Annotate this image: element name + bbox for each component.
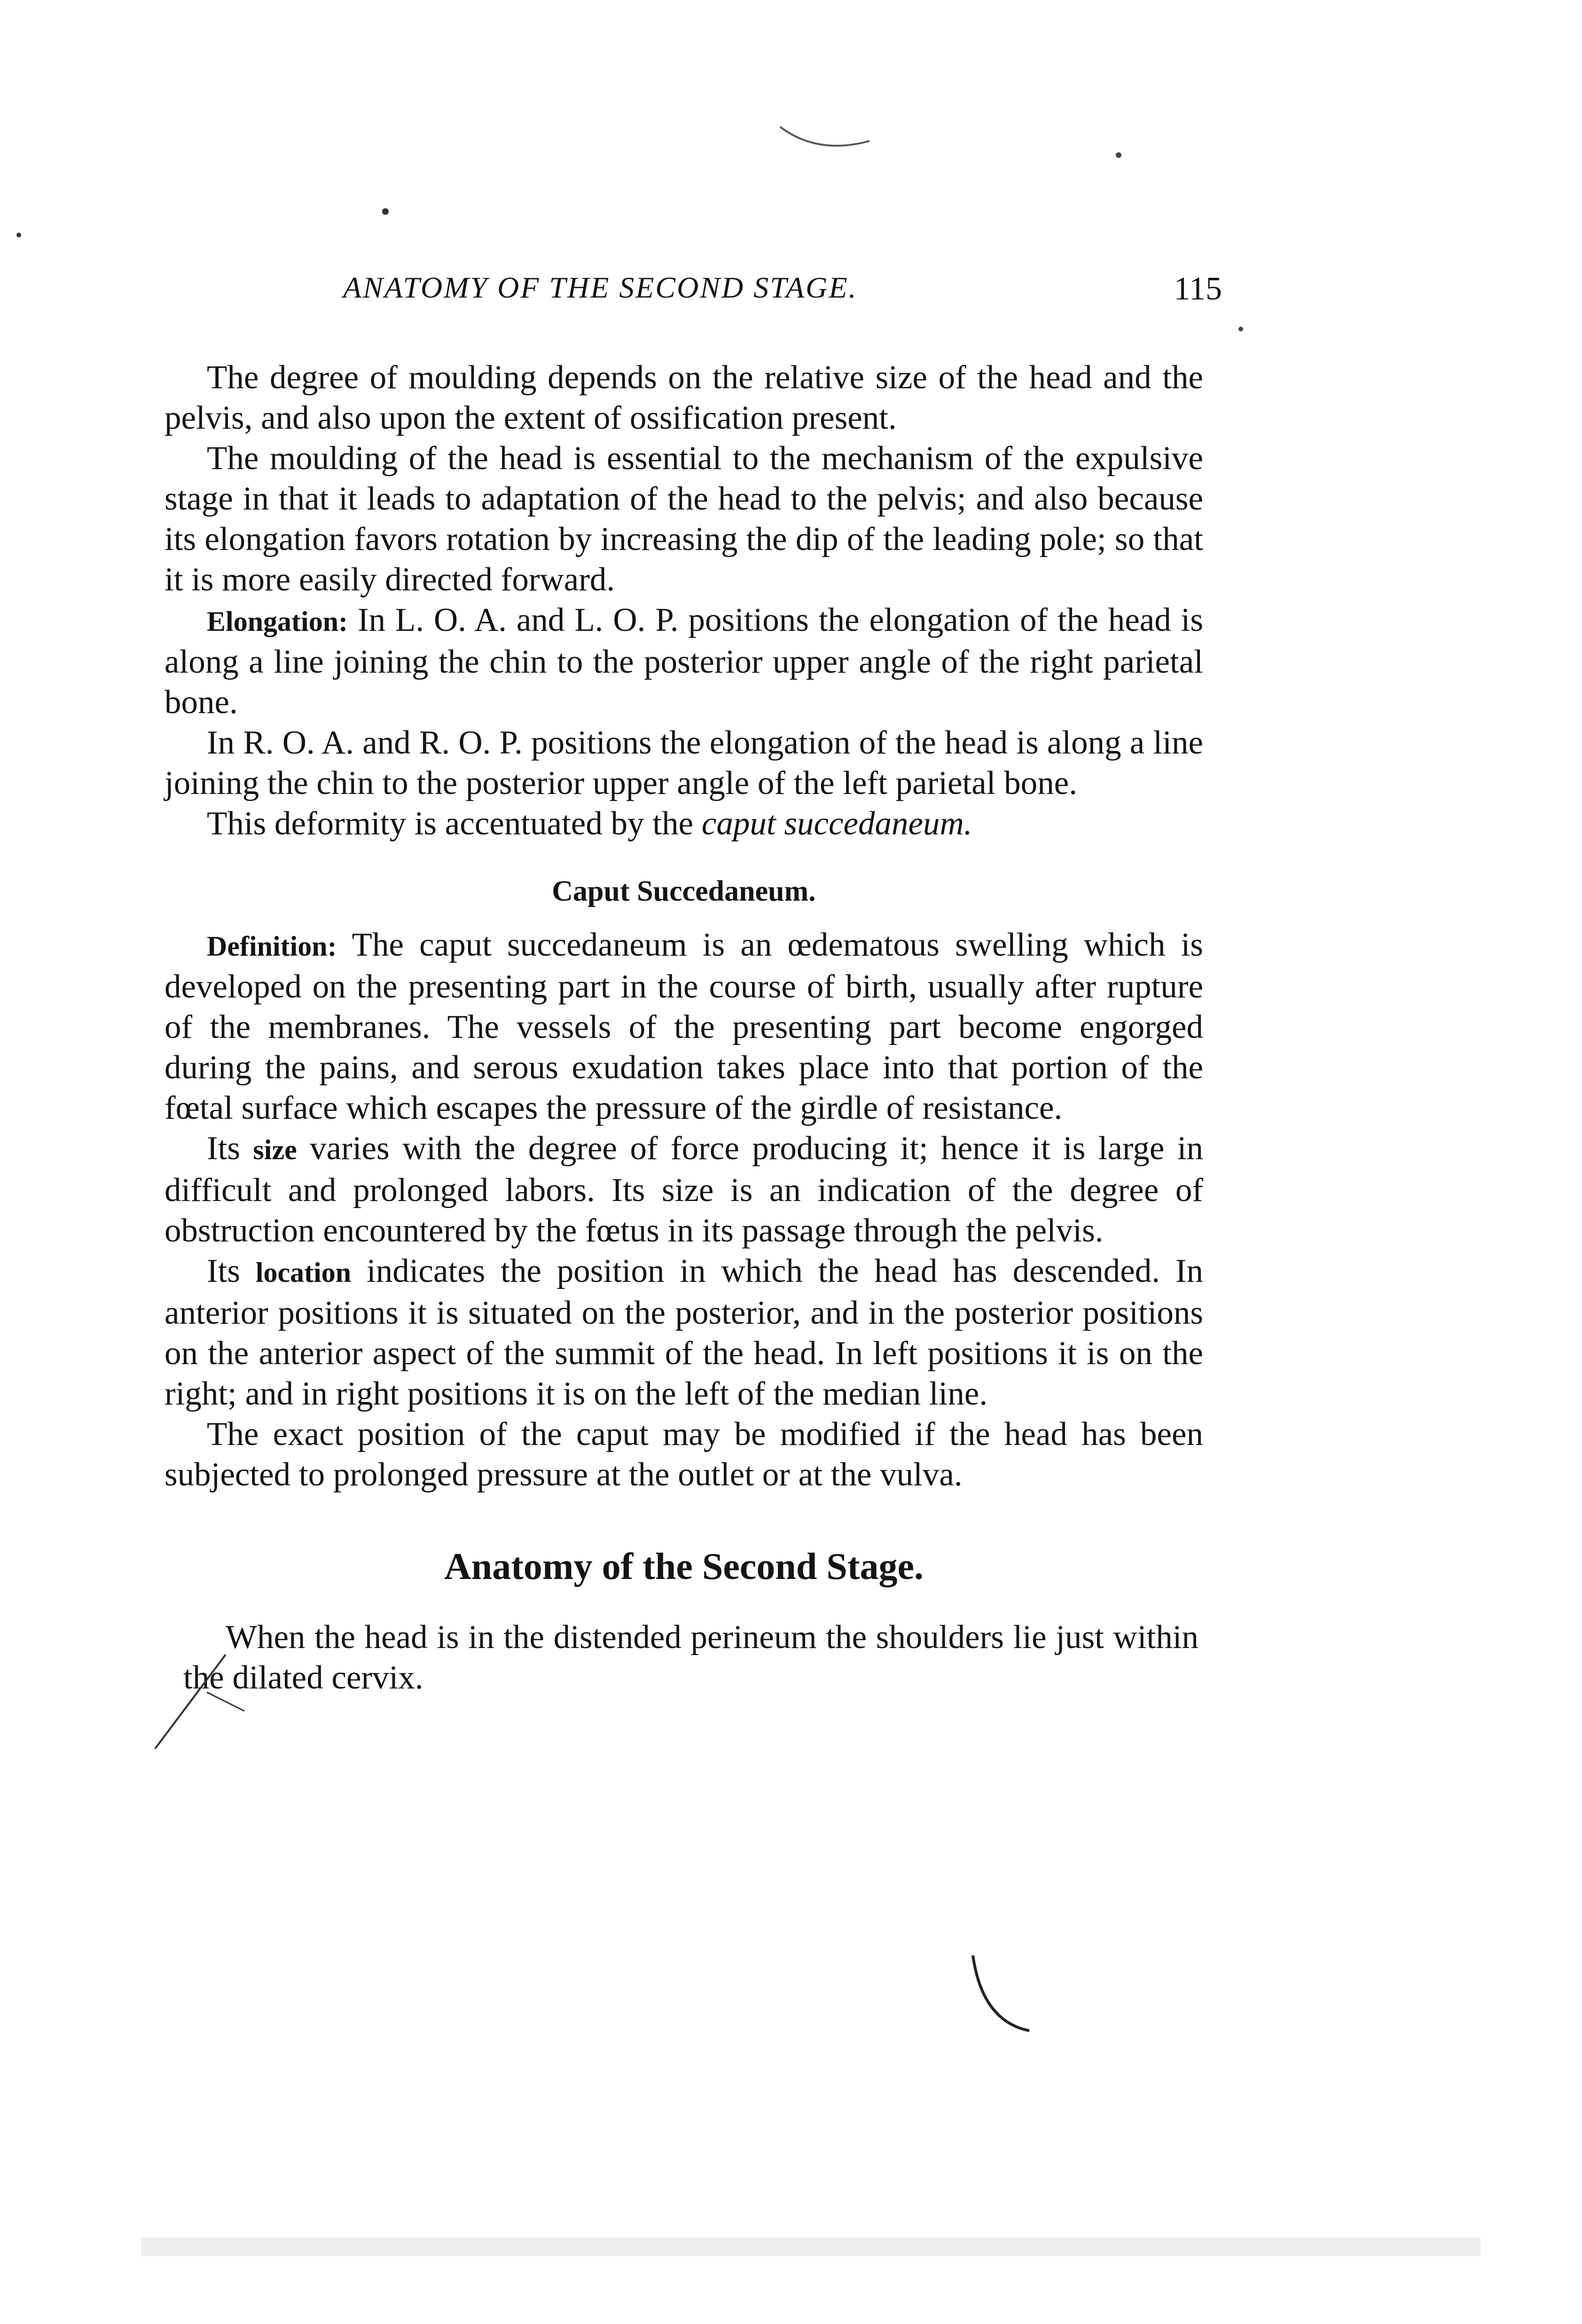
term-elongation: Elongation: bbox=[207, 606, 348, 637]
speck bbox=[382, 208, 389, 215]
speck bbox=[1116, 152, 1121, 158]
pen-mark bbox=[973, 1955, 1029, 2031]
paragraph-text: This deformity is accentuated by the bbox=[207, 805, 694, 842]
paragraph-text: The caput succedaneum is an œdematous swelling which is developed on the presenting part in the course of birth, usually after rupture of the membranes. The vessels of the presenting part become engorged during the pains, and serous exudation takes place into that portion of the fœtal surface which escapes the pressure of the girdle of resistance. bbox=[164, 926, 1204, 1126]
term-size: size bbox=[253, 1134, 297, 1165]
italic-caput-succedaneum: caput succedaneum. bbox=[701, 805, 972, 842]
paragraph-text: The moulding of the head is essential to the mechanism of the expulsive stage in that it leads to adaptation of the head to the pelvis; and also because its elongation favors rotation by increasing the dip of the leading pole; so that it is more easily directed forward. bbox=[164, 440, 1203, 598]
paragraph-text: In R. O. A. and R. O. P. positions the elongation of the head is along a line joining the chin to the posterior upper angle of the left parietal bone. bbox=[164, 724, 1203, 801]
running-title: ANATOMY OF THE SECOND STAGE. bbox=[343, 271, 858, 304]
term-definition: Definition: bbox=[207, 931, 337, 962]
pen-mark bbox=[207, 1692, 244, 1711]
paragraph-text: varies with the degree of force producing it; hence it is large in difficult and prolonged labors. Its size is an indication of the degree of obstruction encountered by the fœtus in its passage through the pelvis. bbox=[164, 1130, 1204, 1249]
paragraph-text: When the head is in the distended perineum the shoulders lie just within the dilated cervix. bbox=[183, 1619, 1198, 1696]
speck bbox=[16, 233, 21, 237]
page-number: 115 bbox=[1174, 271, 1222, 307]
pen-mark bbox=[780, 127, 869, 146]
section-heading-caput-succedaneum: Caput Succedaneum. bbox=[552, 875, 816, 907]
scan-noise-band bbox=[141, 2238, 1480, 2256]
term-location: location bbox=[255, 1257, 352, 1288]
paragraph-text: In L. O. A. and L. O. P. positions the elongation of the head is along a line joining the chin to the posterior upper angle of the right parietal bone. bbox=[164, 602, 1203, 721]
speck bbox=[1238, 327, 1243, 331]
section-heading-anatomy-second-stage: Anatomy of the Second Stage. bbox=[444, 1546, 924, 1587]
paragraph-text: Its bbox=[207, 1253, 240, 1289]
paragraph-text: Its bbox=[207, 1130, 240, 1167]
paragraph-text: The exact position of the caput may be modified if the head has been subjected to prolonged pressure at the outlet or at the vulva. bbox=[164, 1416, 1203, 1493]
paragraph-text: The degree of moulding depends on the relative size of the head and the pelvis, and also upon the extent of ossification present. bbox=[164, 359, 1203, 436]
pen-mark bbox=[155, 1655, 226, 1749]
paragraph-text: indicates the position in which the head has descended. In anterior positions it is situated on the posterior, and in the posterior positions on the anterior aspect of the summit of the head. In left positions it is on the right; and in right positions it is on the left of the median line. bbox=[164, 1253, 1204, 1412]
